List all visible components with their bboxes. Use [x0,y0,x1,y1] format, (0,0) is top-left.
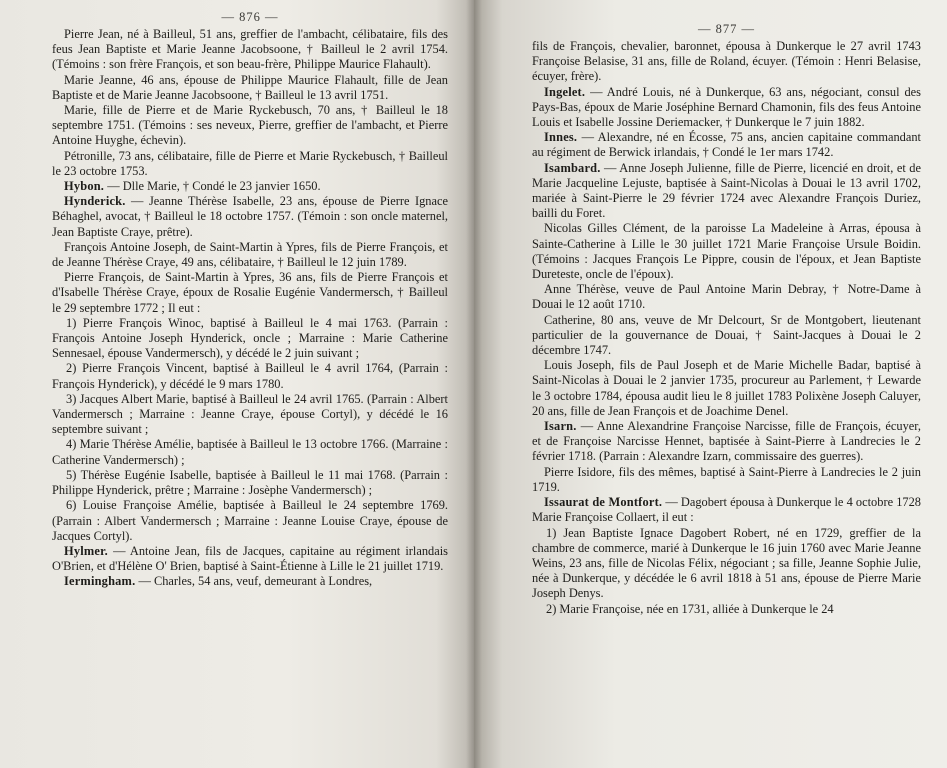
entry-text: Pierre Jean, né à Bailleul, 51 ans, greffier de l'ambacht, célibataire, fils des feus Jean Baptiste et Marie Jeanne Jacobsoone, † Bailleul le 2 avril 1754. (Témoins : son frère François, et son beau-frère, Philippe Maurice Flahault). [52,27,448,72]
entry-paragraph [52,361,448,391]
entry-text: 6) Louise Françoise Amélie, baptisée à Bailleul le 24 septembre 1769. (Parrain : Albert Vandermersch ; Marraine : Jeanne Louise Craye, épouse de Jacques Cortyl). [52,498,448,543]
entry-text: Nicolas Gilles Clément, de la paroisse La Madeleine à Arras, épousa à Sainte-Catherine à Lille le 30 juillet 1721 Marie Françoise Ursule Boidin. (Témoins : Jacques François Le Pippre, cousin de l'époux, et Jean Baptiste Dureteste, oncle de l'époux). [532,221,921,282]
entry-text: Anne Thérèse, veuve de Paul Antoine Marin Debray, † Notre-Dame à Douai le 12 août 1710. [532,282,921,312]
family-name-heading: Isarn. [544,419,577,434]
entry-paragraph [532,465,921,495]
page-body [532,39,921,617]
entry-text: Catherine, 80 ans, veuve de Mr Delcourt, Sr de Montgobert, lieutenant particulier de la gouvernance de Douai, † Saint-Jacques à Douai le 2 décembre 1747. [532,312,921,358]
entry-text: 3) Jacques Albert Marie, baptisé à Bailleul le 24 avril 1765. (Parrain : Albert Vandermersch ; Marraine : Jeanne Craye, épouse Cortyl), y décédé le 16 septembre suivant ; [52,391,448,437]
entry-paragraph [52,179,448,194]
page-number: — 876 — [221,10,279,24]
entry-text: — André Louis, né à Dunkerque, 63 ans, négociant, consul des Pays-Bas, époux de Marie Joséphine Bernard Chamonin, fils des feus Antoine Louis et Isabelle Jossine Deriemacker, † Dunkerque le 7 juin 1882. [532,84,921,130]
entry-text: — Jeanne Thérèse Isabelle, 23 ans, épouse de Pierre Ignace Béhaghel, avocat, † Bailleul le 18 octobre 1757. (Témoin : son oncle maternel, Jean Baptiste Craye, prêtre). [52,194,448,239]
entry-paragraph [52,27,448,73]
entry-paragraph [532,221,921,282]
entry-paragraph [52,270,448,316]
entry-paragraph [532,313,921,359]
entry-paragraph [532,85,921,131]
family-name-heading: Isambard. [544,160,601,175]
entry-paragraph [52,73,448,103]
entry-paragraph [532,495,921,525]
entry-text: — Anne Joseph Julienne, fille de Pierre, licencié en droit, et de Marie Jacqueline Lejuste, baptisée à Saint-Nicolas à Douai le 13 avril 1702, mariée à Saint-Pierre le 29 février 1724 avec Alexandre François Duriez, bailli du Foret. [532,160,921,221]
entry-paragraph [52,544,448,574]
entry-text: 1) Jean Baptiste Ignace Dagobert Robert, né en 1729, greffier de la chambre de commerce, marié à Dunkerque le 16 juin 1760 avec Marie Jeanne Weins, 23 ans, fille de Nicolas Félix, négociant ; sa fille, Jeanne Sophie Julie, née à Dunkerque, y décédée le 6 avril 1818 à 51 ans, épouse de Pierre Marie Joseph Denys. [532,525,921,601]
family-name-heading: Hylmer. [64,543,108,558]
entry-text: — Dagobert épousa à Dunkerque le 4 octobre 1728 Marie Françoise Collaert, il eut : [532,495,921,525]
entry-text: fils de François, chevalier, baronnet, épousa à Dunkerque le 27 avril 1743 Françoise Belasise, 31 ans, fille de Roland, écuyer. (Témoin : Henri Belasise, écuyer, frère). [532,39,921,84]
entry-paragraph [52,468,448,498]
entry-text: 1) Pierre François Winoc, baptisé à Bailleul le 4 mai 1763. (Parrain : François Antoine Joseph Hynderick, oncle ; Marraine : Marie Catherine Sennesael, épouse Vandermersch), y décédé le 2 juin suivant ; [52,315,448,361]
family-name-heading: Innes. [544,130,578,145]
entry-paragraph [532,602,921,617]
entry-paragraph [532,39,921,85]
entry-text: Louis Joseph, fils de Paul Joseph et de Marie Michelle Badar, baptisé à Saint-Nicolas à Douai le 2 janvier 1735, procureur au Parlement, † Lewarde le 3 octobre 1784, épousa audit lieu le 8 juillet 1783 Polixène Joseph Caluyer, 20 ans, fille de Jean François et de Joachime Denel. [532,358,921,418]
entry-text: Pierre François, de Saint-Martin à Ypres, 36 ans, fils de Pierre François et d'Isabelle Thérèse Craye, époux de Rosalie Eugénie Vandermersch, † Bailleul le 29 septembre 1772 ; Il eut : [52,270,448,315]
family-name-heading: Hybon. [64,179,105,194]
entry-text: 4) Marie Thérèse Amélie, baptisée à Bailleul le 13 octobre 1766. (Marraine : Catherine Vandermersch) ; [52,437,448,467]
entry-text: Pétronille, 73 ans, célibataire, fille de Pierre et Marie Ryckebusch, † Bailleul le 23 octobre 1753. [52,148,448,178]
entry-paragraph [52,149,448,179]
entry-text: 2) Marie Françoise, née en 1731, alliée à Dunkerque le 24 [546,601,834,616]
entry-paragraph [52,437,448,467]
entry-paragraph [52,240,448,270]
entry-paragraph [52,392,448,438]
page-body [52,27,448,590]
entry-paragraph [532,130,921,160]
page-number: — 877 — [698,22,755,36]
entry-text: — Charles, 54 ans, veuf, demeurant à Londres, [135,574,373,589]
entry-text: Pierre Isidore, fils des mêmes, baptisé à Saint-Pierre à Landrecies le 2 juin 1719. [532,464,921,494]
family-name-heading: Ingelet. [544,84,586,99]
entry-paragraph [532,419,921,465]
entry-paragraph [52,498,448,544]
entry-text: — Dlle Marie, † Condé le 23 janvier 1650. [104,179,321,194]
family-name-heading: Hynderick. [64,194,126,209]
right-page [474,0,947,768]
family-name-heading: Issaurat de Montfort. [544,495,663,510]
entry-paragraph [532,526,921,602]
entry-paragraph [532,358,921,419]
entry-paragraph [532,161,921,222]
entry-paragraph [52,103,448,149]
entry-paragraph [52,194,448,240]
entry-paragraph [532,282,921,312]
entry-paragraph [52,574,448,589]
entry-text: Marie, fille de Pierre et de Marie Ryckebusch, 70 ans, † Bailleul le 18 septembre 1751. (Témoins : ses neveux, Pierre, greffier de l'ambacht, et Pierre Antoine Huyghe, échevin). [52,103,448,148]
entry-text: François Antoine Joseph, de Saint-Martin à Ypres, fils de Pierre François, et de Jeanne Thérèse Craye, 49 ans, célibataire, † Bailleul le 12 juin 1789. [52,239,448,270]
entry-text: — Alexandre, né en Écosse, 75 ans, ancien capitaine commandant au régiment de Berwick irlandais, † Condé le 1er mars 1742. [532,130,921,160]
entry-paragraph [52,316,448,362]
family-name-heading: Iermingham. [64,574,136,589]
entry-text: 5) Thérèse Eugénie Isabelle, baptisée à Bailleul le 11 mai 1768. (Parrain : Philippe Hynderick, prêtre ; Marraine : Josèphe Vandermersch) ; [52,467,448,498]
entry-text: — Anne Alexandrine Françoise Narcisse, fille de François, écuyer, et de Françoise Narcisse Hennet, baptisée à Saint-Pierre à Landrecies le 2 février 1718. (Parrain : Alexandre Izarn, commissaire des guerres). [532,419,921,464]
entry-text: Marie Jeanne, 46 ans, épouse de Philippe Maurice Flahault, fille de Jean Baptiste et de Marie Jeanne Jacobsoone, † Bailleul le 13 avril 1751. [52,72,448,102]
entry-text: — Antoine Jean, fils de Jacques, capitaine au régiment irlandais O'Brien, et d'Hélène O' Brien, baptisé à Saint-Étienne à Lille le 21 juillet 1719. [52,543,448,574]
entry-text: 2) Pierre François Vincent, baptisé à Bailleul le 4 avril 1764, (Parrain : François Hynderick), y décédé le 9 mars 1780. [52,361,448,391]
